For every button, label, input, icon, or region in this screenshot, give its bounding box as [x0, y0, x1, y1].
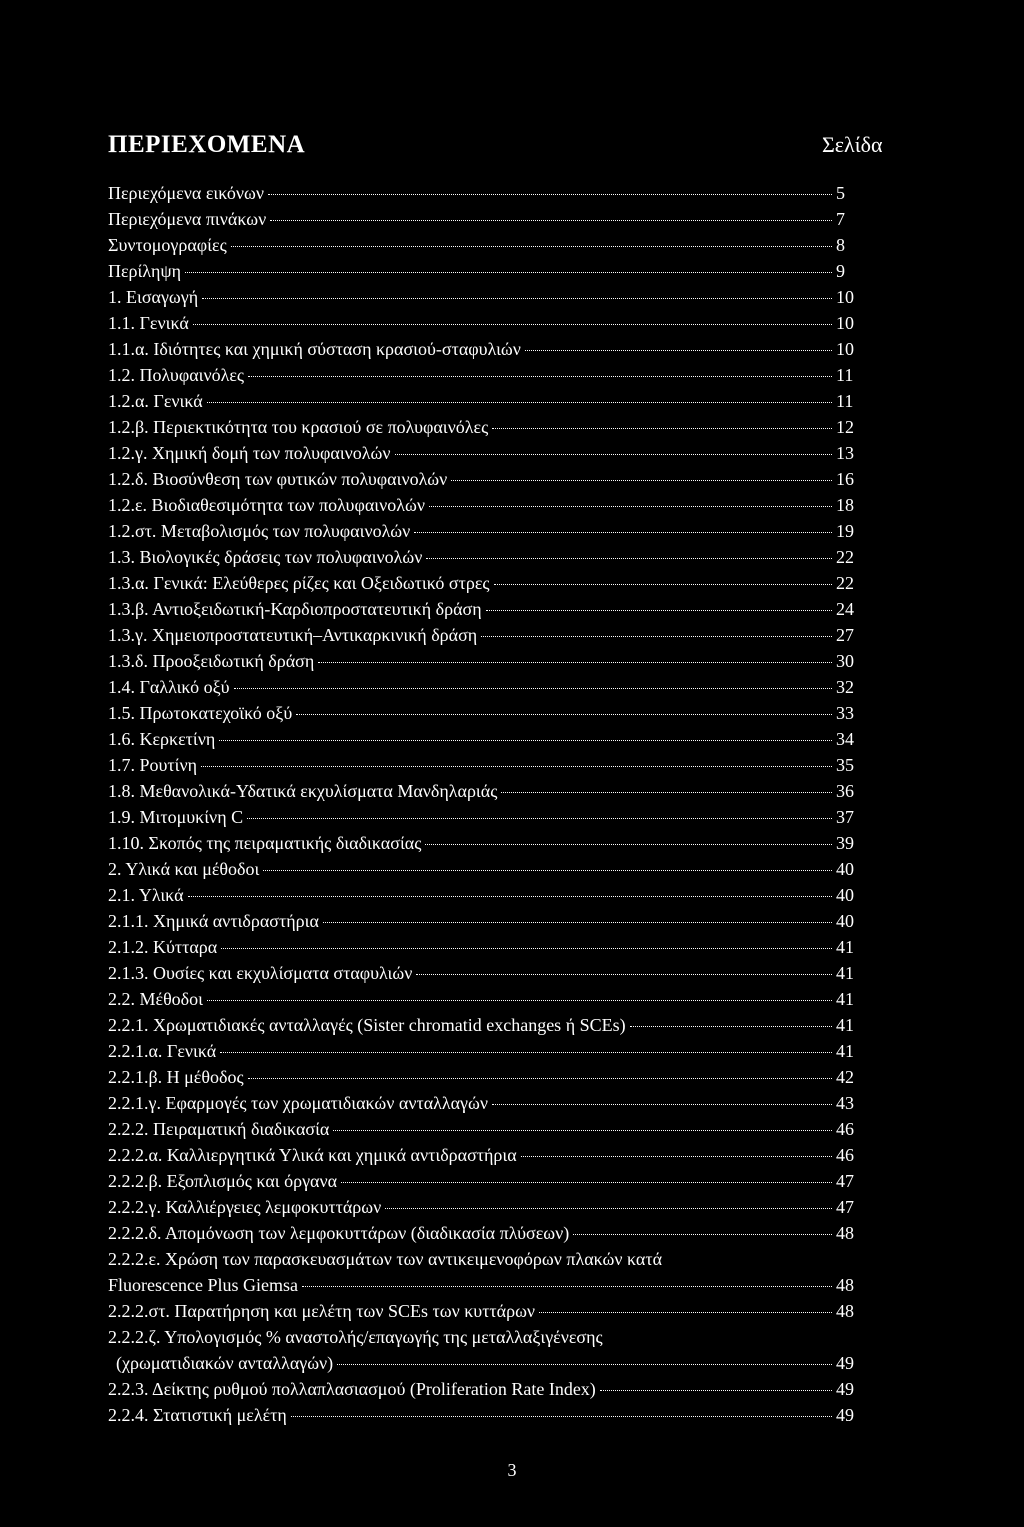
toc-entry-text: Συντομογραφίες — [108, 235, 227, 255]
toc-entry — [108, 700, 856, 726]
toc-entry — [108, 1298, 856, 1324]
toc-entry — [108, 1012, 856, 1038]
toc-entry-text: 1.5. Πρωτοκατεχοϊκό οξύ — [108, 703, 293, 723]
toc-entry — [108, 1064, 856, 1090]
toc-entry — [108, 362, 856, 388]
toc-entry-text: 1.3.δ. Προοξειδωτική δράση — [108, 651, 315, 671]
toc-entry-text: 1.10. Σκοπός της πειραματικής διαδικασίας — [108, 833, 422, 853]
toc-entry — [108, 882, 856, 908]
dot-leader — [220, 1052, 832, 1053]
dot-leader — [573, 1234, 832, 1235]
toc-entry — [108, 1142, 856, 1168]
toc-entry — [108, 206, 856, 232]
toc-entry-text: 2.2. Μέθοδοι — [108, 989, 204, 1009]
dot-leader — [426, 558, 832, 559]
dot-leader — [501, 792, 832, 793]
toc-entry-page: 41 — [836, 989, 854, 1009]
toc-entry-page: 10 — [836, 313, 854, 333]
dot-leader — [318, 662, 832, 663]
toc-entry — [108, 960, 856, 986]
dot-leader — [492, 428, 832, 429]
toc-entry-page: 10 — [836, 287, 854, 307]
toc-entry — [108, 674, 856, 700]
toc-entry — [108, 622, 856, 648]
toc-entry-text: 1.2.β. Περιεκτικότητα του κρασιού σε πολυφαινόλες — [108, 417, 489, 437]
toc-entry — [108, 414, 856, 440]
toc-entry-page: 49 — [836, 1379, 854, 1399]
toc-entry-continuation — [108, 1272, 856, 1298]
toc-entry-text: 1.3.γ. Χημειοπροστατευτική–Αντικαρκινική δράση — [108, 625, 478, 645]
toc-entry-page: 46 — [836, 1145, 854, 1165]
toc-entry-text: Fluorescence Plus Giemsa — [108, 1275, 298, 1295]
toc-entry-text: 1.2.στ. Μεταβολισμός των πολυφαινολών — [108, 521, 411, 541]
dot-leader — [486, 610, 832, 611]
dot-leader — [414, 532, 832, 533]
toc-entry-page: 36 — [836, 781, 854, 801]
toc-entry — [108, 1116, 856, 1142]
toc-entry-text: 2.2.2.ζ. Υπολογισμός % αναστολής/επαγωγής της μεταλλαξιγένεσης — [108, 1327, 603, 1347]
toc-entry-text: 2.2.2.δ. Απομόνωση των λεμφοκυττάρων (διαδικασία πλύσεων) — [108, 1223, 570, 1243]
dot-leader — [248, 1078, 832, 1079]
toc-entry-text: 1.2.δ. Βιοσύνθεση των φυτικών πολυφαινολών — [108, 469, 448, 489]
toc-entry — [108, 518, 856, 544]
toc-entry-continuation — [108, 1350, 856, 1376]
toc-entry-text: 1.9. Μιτομυκίνη C — [108, 807, 244, 827]
toc-entry — [108, 648, 856, 674]
dot-leader — [395, 454, 832, 455]
toc-entry-page: 40 — [836, 885, 854, 905]
dot-leader — [337, 1364, 832, 1365]
toc-entry-page: 49 — [836, 1353, 854, 1373]
toc-entry-text: 2.1. Υλικά — [108, 885, 184, 905]
dot-leader — [481, 636, 832, 637]
toc-entry-page: 40 — [836, 911, 854, 931]
dot-leader — [416, 974, 832, 975]
dot-leader — [425, 844, 832, 845]
toc-entry — [108, 752, 856, 778]
toc-entry-page: 5 — [836, 183, 845, 203]
dot-leader — [302, 1286, 832, 1287]
toc-entry-text: 1.6. Κερκετίνη — [108, 729, 216, 749]
toc-entry-page: 41 — [836, 1041, 854, 1061]
toc-entry — [108, 284, 856, 310]
dot-leader — [234, 688, 832, 689]
dot-leader — [219, 740, 832, 741]
dot-leader — [296, 714, 832, 715]
dot-leader — [600, 1390, 832, 1391]
dot-leader — [630, 1026, 832, 1027]
toc-entry-page: 13 — [836, 443, 854, 463]
toc-entry-page: 22 — [836, 573, 854, 593]
toc-entry-page: 37 — [836, 807, 854, 827]
dot-leader — [248, 376, 832, 377]
dot-leader — [247, 818, 832, 819]
toc-entry — [108, 1038, 856, 1064]
toc-entry-text: 2.1.3. Ουσίες και εκχυλίσματα σταφυλιών — [108, 963, 413, 983]
toc-entry-text: 1.2. Πολυφαινόλες — [108, 365, 245, 385]
toc-entry — [108, 1220, 856, 1246]
toc-entry-page: 46 — [836, 1119, 854, 1139]
dot-leader — [539, 1312, 832, 1313]
toc-entry-text: 2.2.2.β. Εξοπλισμός και όργανα — [108, 1171, 338, 1191]
toc-entry-text: 1. Εισαγωγή — [108, 287, 199, 307]
page-number: 3 — [507, 1460, 517, 1480]
toc-entry — [108, 804, 856, 830]
toc-entry-text: 2.2.3. Δείκτης ρυθμού πολλαπλασιασμού (Proliferation Rate Index) — [108, 1379, 596, 1399]
toc-entry-page: 47 — [836, 1197, 854, 1217]
toc-entry — [108, 1376, 856, 1402]
toc-entry-page: 47 — [836, 1171, 854, 1191]
toc-entry — [108, 232, 856, 258]
toc-entry — [108, 830, 856, 856]
toc-entry-page: 42 — [836, 1067, 854, 1087]
toc-entry-text: 1.2.α. Γενικά — [108, 391, 203, 411]
toc-entry-page: 9 — [836, 261, 845, 281]
toc-entry-text: 1.4. Γαλλικό οξύ — [108, 677, 230, 697]
dot-leader — [221, 948, 832, 949]
toc-entry-page: 30 — [836, 651, 854, 671]
toc-entry-page: 18 — [836, 495, 854, 515]
toc-entry-text: 2.1.1. Χημικά αντιδραστήρια — [108, 911, 319, 931]
toc-entry — [108, 258, 856, 284]
toc-entry — [108, 310, 856, 336]
toc-entry-text: 2.2.2.στ. Παρατήρηση και μελέτη των SCEs των κυττάρων — [108, 1301, 536, 1321]
toc-entry-page: 33 — [836, 703, 854, 723]
toc-entry-page: 48 — [836, 1275, 854, 1295]
toc-entry — [108, 544, 856, 570]
toc-entry — [108, 1194, 856, 1220]
dot-leader — [492, 1104, 832, 1105]
dot-leader — [429, 506, 832, 507]
toc-entry-text: 1.2.γ. Χημική δομή των πολυφαινολών — [108, 443, 391, 463]
dot-leader — [323, 922, 832, 923]
toc-entry-text: 1.3.β. Αντιοξειδωτική-Καρδιοπροστατευτική δράση — [108, 599, 482, 619]
toc-entry — [108, 466, 856, 492]
toc-entry — [108, 908, 856, 934]
toc-entry — [108, 934, 856, 960]
toc-entry — [108, 1090, 856, 1116]
toc-entry-text: 2.2.2.α. Καλλιεργητικά Υλικά και χημικά αντιδραστήρια — [108, 1145, 517, 1165]
toc-entry-page: 41 — [836, 937, 854, 957]
toc-entry-page: 10 — [836, 339, 854, 359]
toc-entry-page: 43 — [836, 1093, 854, 1113]
dot-leader — [385, 1208, 832, 1209]
toc-entry-text: Περιεχόμενα εικόνων — [108, 183, 265, 203]
toc-entry-page: 48 — [836, 1301, 854, 1321]
toc-entry-text: Περίληψη — [108, 261, 182, 281]
toc-entry-page: 40 — [836, 859, 854, 879]
dot-leader — [207, 402, 832, 403]
toc-entry-text: 1.7. Ρουτίνη — [108, 755, 198, 775]
toc-entry-text: 2.1.2. Κύτταρα — [108, 937, 218, 957]
toc-entry-text: 2.2.1.α. Γενικά — [108, 1041, 217, 1061]
dot-leader — [291, 1416, 832, 1417]
dot-leader — [201, 766, 832, 767]
toc-entry-page: 35 — [836, 755, 854, 775]
toc-entry — [108, 388, 856, 414]
toc-entry-page: 41 — [836, 963, 854, 983]
toc-entry-text: 2.2.1.γ. Εφαρμογές των χρωματιδιακών ανταλλαγών — [108, 1093, 488, 1113]
toc-list — [108, 180, 856, 1428]
toc-entry-text: 2.2.4. Στατιστική μελέτη — [108, 1405, 287, 1425]
toc-entry-text: 2.2.2. Πειραματική διαδικασία — [108, 1119, 330, 1139]
toc-entry — [108, 1246, 856, 1272]
toc-entry-text: 1.8. Μεθανολικά-Υδατικά εκχυλίσματα Μανδηλαριάς — [108, 781, 498, 801]
toc-entry-text: 1.2.ε. Βιοδιαθεσιμότητα των πολυφαινολών — [108, 495, 425, 515]
toc-entry-text: 2. Υλικά και μέθοδοι — [108, 859, 260, 879]
dot-leader — [521, 1156, 832, 1157]
toc-entry-page: 8 — [836, 235, 845, 255]
toc-entry-page: 24 — [836, 599, 854, 619]
toc-entry-page: 7 — [836, 209, 845, 229]
toc-entry-text: 1.3.α. Γενικά: Ελεύθερες ρίζες και Οξειδωτικό στρες — [108, 573, 490, 593]
toc-entry-page: 12 — [836, 417, 854, 437]
dot-leader — [451, 480, 832, 481]
toc-entry-text: 2.2.1.β. Η μέθοδος — [108, 1067, 244, 1087]
toc-entry-page: 22 — [836, 547, 854, 567]
toc-entry-page: 49 — [836, 1405, 854, 1425]
dot-leader — [263, 870, 832, 871]
dot-leader — [270, 220, 832, 221]
toc-entry-page: 39 — [836, 833, 854, 853]
toc-entry — [108, 1402, 856, 1428]
toc-entry-text: (χρωματιδιακών ανταλλαγών) — [116, 1353, 334, 1373]
dot-leader — [525, 350, 832, 351]
dot-leader — [185, 272, 832, 273]
toc-title: ΠΕΡΙΕΧΟΜΕΝΑ — [108, 131, 306, 158]
dot-leader — [193, 324, 832, 325]
toc-entry-text: 2.2.2.ε. Χρώση των παρασκευασμάτων των αντικειμενοφόρων πλακών κατά — [108, 1249, 663, 1269]
toc-entry-page: 19 — [836, 521, 854, 541]
toc-entry-text: 1.1.α. Ιδιότητες και χημική σύσταση κρασιού-σταφυλιών — [108, 339, 521, 359]
toc-entry-text: 1.1. Γενικά — [108, 313, 189, 333]
dot-leader — [268, 194, 832, 195]
dot-leader — [231, 246, 832, 247]
toc-entry-page: 32 — [836, 677, 854, 697]
dot-leader — [341, 1182, 832, 1183]
toc-entry — [108, 492, 856, 518]
toc-entry-text: Περιεχόμενα πινάκων — [108, 209, 267, 229]
toc-entry-page: 11 — [836, 391, 854, 411]
toc-entry-page: 34 — [836, 729, 854, 749]
dot-leader — [188, 896, 832, 897]
toc-entry — [108, 596, 856, 622]
toc-entry — [108, 1168, 856, 1194]
toc-entry — [108, 440, 856, 466]
toc-entry — [108, 336, 856, 362]
toc-entry — [108, 856, 856, 882]
dot-leader — [494, 584, 832, 585]
toc-entry-text: 1.3. Βιολογικές δράσεις των πολυφαινολών — [108, 547, 423, 567]
toc-entry-text: 2.2.1. Χρωματιδιακές ανταλλαγές (Sister chromatid exchanges ή SCEs) — [108, 1015, 626, 1035]
toc-entry — [108, 726, 856, 752]
dot-leader — [207, 1000, 832, 1001]
toc-entry-page: 11 — [836, 365, 854, 385]
toc-entry-page: 41 — [836, 1015, 854, 1035]
toc-entry — [108, 778, 856, 804]
toc-entry-page: 27 — [836, 625, 854, 645]
toc-entry — [108, 1324, 856, 1350]
dot-leader — [333, 1130, 832, 1131]
page-column-header: Σελίδα — [822, 132, 883, 157]
toc-entry-page: 16 — [836, 469, 854, 489]
toc-entry — [108, 180, 856, 206]
toc-entry-text: 2.2.2.γ. Καλλιέργειες λεμφοκυττάρων — [108, 1197, 382, 1217]
toc-entry-page: 48 — [836, 1223, 854, 1243]
toc-entry — [108, 986, 856, 1012]
dot-leader — [202, 298, 832, 299]
toc-entry — [108, 570, 856, 596]
